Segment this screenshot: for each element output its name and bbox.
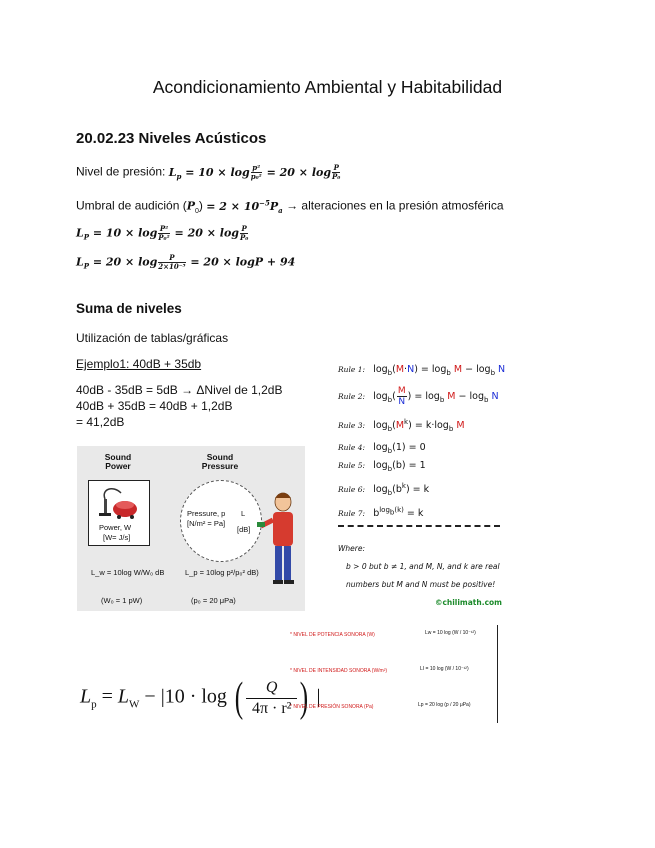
note-formula: LI = 10 log (W / 10⁻¹²)	[420, 666, 469, 672]
example-line: 40dB + 35dB = 40dB + 1,2dB	[76, 399, 233, 413]
power-title: Sound Power	[104, 452, 132, 471]
lp-formula: L_p = 10log p²/p₀² dB)	[185, 568, 259, 577]
condition-1: b > 0 but b ≠ 1, and M, N, and k are real	[346, 562, 500, 571]
threshold-line: Umbral de audición $(P_0) = 2 \times 10^{-5}P_a$ → alteraciones en la presión atmosférica	[76, 198, 504, 216]
example-line: 40dB - 35dB = 5dB → ΔNivel de 1,2dB	[76, 383, 283, 397]
note-formula: Lw = 10 log (W / 10⁻¹²)	[425, 630, 476, 636]
example-title: Ejemplo1: 40dB + 35db	[76, 357, 202, 371]
log-rules-figure	[338, 360, 508, 612]
note-label: * NIVEL DE INTENSIDAD SONORA (W/m²)	[290, 668, 388, 674]
lp-label: L	[241, 509, 246, 518]
person-icon	[257, 488, 301, 588]
pressure-unit: [N/m² = Pa]	[187, 519, 226, 528]
pressure-label: Pressure, p	[187, 509, 226, 518]
rule-3: Rule 3: $\log_b(M^k) = k\cdot\log_b$ M	[338, 418, 465, 434]
tables-text: Utilización de tablas/gráficas	[76, 331, 229, 345]
vacuum-cleaner-icon	[89, 483, 149, 523]
pressure-label: Nivel de presión:	[76, 164, 166, 179]
w0-note: (W₀ = 1 pW)	[101, 596, 143, 605]
page-title: Acondicionamiento Ambiental y Habitabilidad	[152, 77, 503, 97]
power-box	[88, 480, 150, 546]
divider	[338, 525, 500, 527]
section-heading: 20.02.23 Niveles Acústicos	[76, 130, 267, 147]
divider	[497, 625, 498, 723]
pressure-circle	[180, 480, 262, 562]
rule-6: Rule 6: $\log_b(b^k) = k$	[338, 482, 430, 498]
rule-7: Rule 7: $b^{log_b(k)} = k$	[338, 506, 424, 520]
formula-lp-1: $L_P = 10 \times \log$ $\frac{\text{P²}}{\text{P₀²}}$ = 20 × log $\frac{P}{\text{P₀}}$	[76, 224, 249, 242]
sound-figure	[77, 446, 305, 611]
note-formula: Lp = 20 log (p / 20 μPa)	[418, 702, 471, 708]
note-label: * NIVEL DE POTENCIA SONORA (W)	[290, 632, 375, 638]
rule-5: Rule 5: $\log_b(b) = 1$	[338, 460, 426, 473]
pressure-formula: $L_p = 10 \times \log$ $\frac{\text{p²}}{\text{p₀²}}$ = 20 × log $\frac{P}{\text{P₀}}$	[168, 163, 341, 181]
formula-lp-2: $L_P = 20 \times \log$ $\frac{P}{\text{2×10⁻⁵}}$ = 20 × logP + 94	[76, 253, 296, 271]
lp-unit: [dB]	[237, 525, 251, 534]
sum-heading: Suma de niveles	[76, 301, 182, 316]
rule-2: Rule 2: $\log_b$( $\frac{M}{N}$ ) = $\log_b M - \log_b N$	[338, 386, 499, 407]
pressure-title: Sound Pressure	[201, 452, 239, 471]
p0-note: (p₀ = 20 μPa)	[191, 596, 236, 605]
power-label: Power, W	[99, 523, 132, 532]
bottom-formula: $L_p = L_W - |10 \cdot \log$ ( $\frac{Q}{\text{4π · r²}}$ ) |	[80, 675, 321, 721]
note-label: * NIVEL DE PRESIÓN SONORA (Pa)	[290, 704, 374, 710]
pressure-level-line	[76, 164, 341, 181]
example-line: = 41,2dB	[76, 415, 125, 429]
brand-logo: ©chilimath.com	[434, 598, 502, 607]
lw-formula: L_w = 10log W/W₀ dB	[91, 568, 165, 577]
condition-2: numbers but M and N must be positive!	[346, 580, 496, 589]
power-unit: [W= J/s]	[103, 533, 131, 542]
where-label: Where:	[338, 544, 366, 553]
rule-4: Rule 4: $\log_b(1) = 0$	[338, 442, 426, 455]
rule-1: Rule 1: $\log_b(M\cdot N) = \log_b M - \log_b N$	[338, 364, 506, 377]
